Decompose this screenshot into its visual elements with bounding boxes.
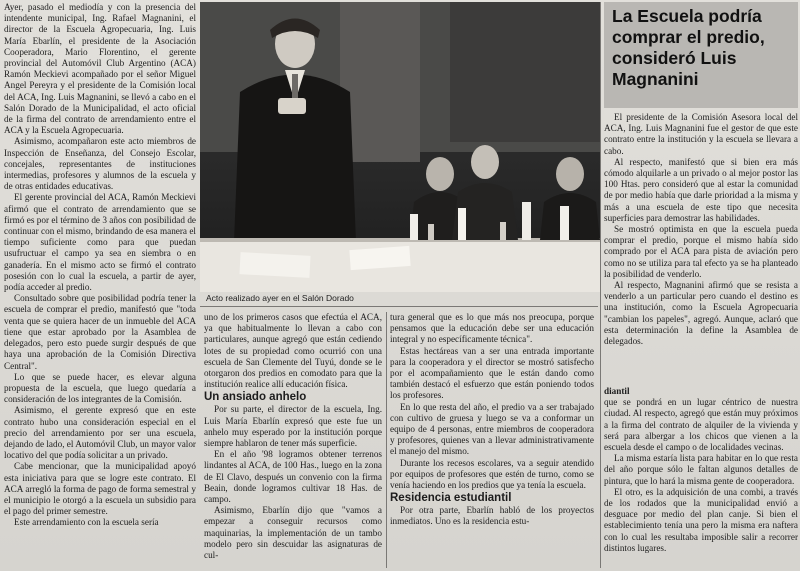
paragraph: El presidente de la Comisión Asesora local del ACA, Ing. Luis Magnanini fue el gestor de que este contrato entre la institución y la escuela se llevara a cabo. xyxy=(604,112,798,156)
photo-illustration xyxy=(200,2,600,292)
divider xyxy=(600,2,601,568)
paragraph: Este arrendamiento con la escuela sería xyxy=(14,517,159,528)
paragraph: Durante los recesos escolares, va a seguir atendido por equipos de profesores que estén de turno, como se venía haciendo en los predios que ya tenía la escuela. xyxy=(390,457,594,491)
event-photo xyxy=(200,2,600,292)
article-column-4 xyxy=(604,112,798,382)
article-column-2 xyxy=(204,312,382,570)
paragraph: Lo que se puede hacer, es elevar alguna propuesta de la escuela, que luego quedaría a consideración de los integrantes de la Comisión. xyxy=(4,371,196,405)
divider xyxy=(200,306,598,307)
paragraph: uno de los primeros casos que efectúa el ACA, ya que habitualmente lo llevan a cabo con particulares, aunque agregó que están cediendo lotes de su propiedad como ocurrió con una escuela de San Clemente del Tuyú, donde se le otorgaron dos predios en comodato para que la institución realice allí educación física. xyxy=(204,312,382,390)
paragraph: Asimismo, acompañaron este acto miembros de Inspección de Enseñanza, del Consejo Escolar, concejales, representantes de instituciones intermedias, profesores y alumnos de la escuela y de otras entidades educativas. xyxy=(4,136,196,192)
photo-caption: Acto realizado ayer en el Salón Dorado xyxy=(206,293,354,303)
paragraph: Por su parte, el director de la escuela, Ing. Luis María Ebarlín expresó que este fue un anhelo muy esperado por la institución porque siempre hablaron de tener más superficie. xyxy=(204,404,382,449)
continuation-word: diantil xyxy=(604,386,630,396)
paragraph: La misma estaría lista para habitar en lo que resta del año porque sólo le faltan algunos detalles de pintura, que lo hará la misma gente de cooperadora. xyxy=(604,453,798,486)
paragraph: En el año '98 logramos obtener terrenos lindantes al ACA, de 100 Has., luego en la zona de El Clavo, después un convenio con la firma Beain, donde logramos cultivar 18 Has. de campo. xyxy=(204,449,382,505)
paragraph: Por otra parte, Ebarlín habló de los proyectos inmediatos. Uno es la residencia estu- xyxy=(390,505,594,527)
paragraph: Estas hectáreas van a ser una entrada importante para la cooperadora y el director se mostró satisfecho por el acompañamiento que le están dando como también destacó el esfuerzo que están poniendo todos los profesores. xyxy=(390,345,594,401)
paragraph: El gerente provincial del ACA, Ramón Meckievi afirmó que el contrato de arrendamiento que se firmó es por el término de 3 años con posibilidad de continuar con el mismo, brindando de esa manera el tiempo suficiente como para que puedan usufructuar el campo ya sea en siembra o en ganadería. En el mismo acto se firmó el contrato posesión con lo cual la escuela, a partir de ayer, podía acceder al predio. xyxy=(4,192,196,293)
paragraph: tura general que es lo que más nos preocupa, porque pensamos que la educación debe ser una educación integral y no específicamente técnica". xyxy=(390,312,594,345)
paragraph: Consultado sobre que posibilidad podría tener la escuela de comprar el predio, manifestó que "toda venta que se quiera hacer de un inmueble del ACA tiene que estar aprobado por la Asamblea de delegados, pero esto puede surgir después de que haya una aprobación de la Comisión Directiva Central". xyxy=(4,293,196,371)
paragraph: que se pondrá en un lugar céntrico de nuestra ciudad. Al respecto, agregó que están muy próximos a la firma del contrato de alquiler de la vivienda y será para albergar a los chicos que vienen a la escuela desde el campo o de localidades vecinas. xyxy=(604,397,798,453)
subheading: Un ansiado anhelo xyxy=(204,391,307,404)
paragraph: Al respecto, manifestó que si bien era más cómodo alquilarle a un privado o al mejor postor las 100 Htas. pero consideró que al estar la comunidad de por medio había que darle prioridad a la misma y más a una escuela de este tipo que necesita superficies para demostrar las habilidades. xyxy=(604,156,798,223)
article-column-3 xyxy=(390,312,594,570)
paragraph: El otro, es la adquisición de una combi, a través de los rodados que la municipalidad envió a desguace por medio del plan canje. Si bien el establecimiento tenía una pero la misma era naftera con lo cual les resultaba imposible salir a recorrer distintos lugares. xyxy=(604,486,798,553)
paragraph: Cabe mencionar, que la municipalidad apoyó esta iniciativa para que se logre este contrato. El ACA arregló la forma de pago de forma semestral y el municipio le otorgó a la escuela un subsidio para el pago del primer semestre. xyxy=(4,461,196,517)
headline: La Escuela podría comprar el predio, consideró Luis Magnanini xyxy=(612,6,765,89)
paragraph: Ayer, pasado el mediodía y con la presencia del intendente municipal, Ing. Rafael Magnanini, el director de la Escuela Agropecuaria, Ing. Luis María Ebarlín, el presidente de la Asociación Cooperadora, Mario Florentino, el gerente provincial del Automóvil Club Argentino (ACA) Ramón Meckievi acompañado por el señor Miguel Angel Pereyra y el presidente de la Comisión local del ACA, Ing. Luis Magnanini, se llevó a cabo en el Salón Dorado de la Municipalidad, el acto oficial de la firma del contrato de arrendamiento entre el ACA y la Escuela Agropecuaria. xyxy=(4,2,196,136)
divider xyxy=(386,312,387,568)
subheading: Residencia estudiantil xyxy=(390,492,512,505)
paragraph: Asimismo, Ebarlín dijo que "vamos a empezar a conseguir recursos como maquinarias, la implementación de un tambo modelo pero sin descuidar las asignaturas de cul- xyxy=(204,505,382,561)
paragraph: Se mostró optimista en que la escuela pueda comprar el predio, porque el mismo había sido comprado por el ACA para pista de aviación pero como no se utiliza para tal efecto ya se ha planteado la posibilidad de venderlo. xyxy=(604,224,798,279)
paragraph: Asimismo, el gerente expresó que en este contrato hubo una consideración especial en el precio del arrendamiento por ser una escuela, dejando de lado, el Automóvil Club, un mayor valor locativo del que podía solicitar a un privado. xyxy=(4,405,196,461)
paragraph: En lo que resta del año, el predio va a ser trabajado con cultivo de gruesa y luego se va a conformar un equipo de 4 personas, entre miembros de cooperadora y profesores, quienes van a llevar administrativamente el manejo del mismo. xyxy=(390,401,594,457)
article-column-5 xyxy=(604,386,798,569)
paragraph: Al respecto, Magnanini afirmó que se resista a venderlo a un particular pero cuando el destino es una institución, como la Escuela Agropecuaria "cambian los papeles", agregó. Aunque, aclaró que esta determinación la define la Asamblea de delegados. xyxy=(604,280,798,347)
article-column-1 xyxy=(4,2,196,569)
